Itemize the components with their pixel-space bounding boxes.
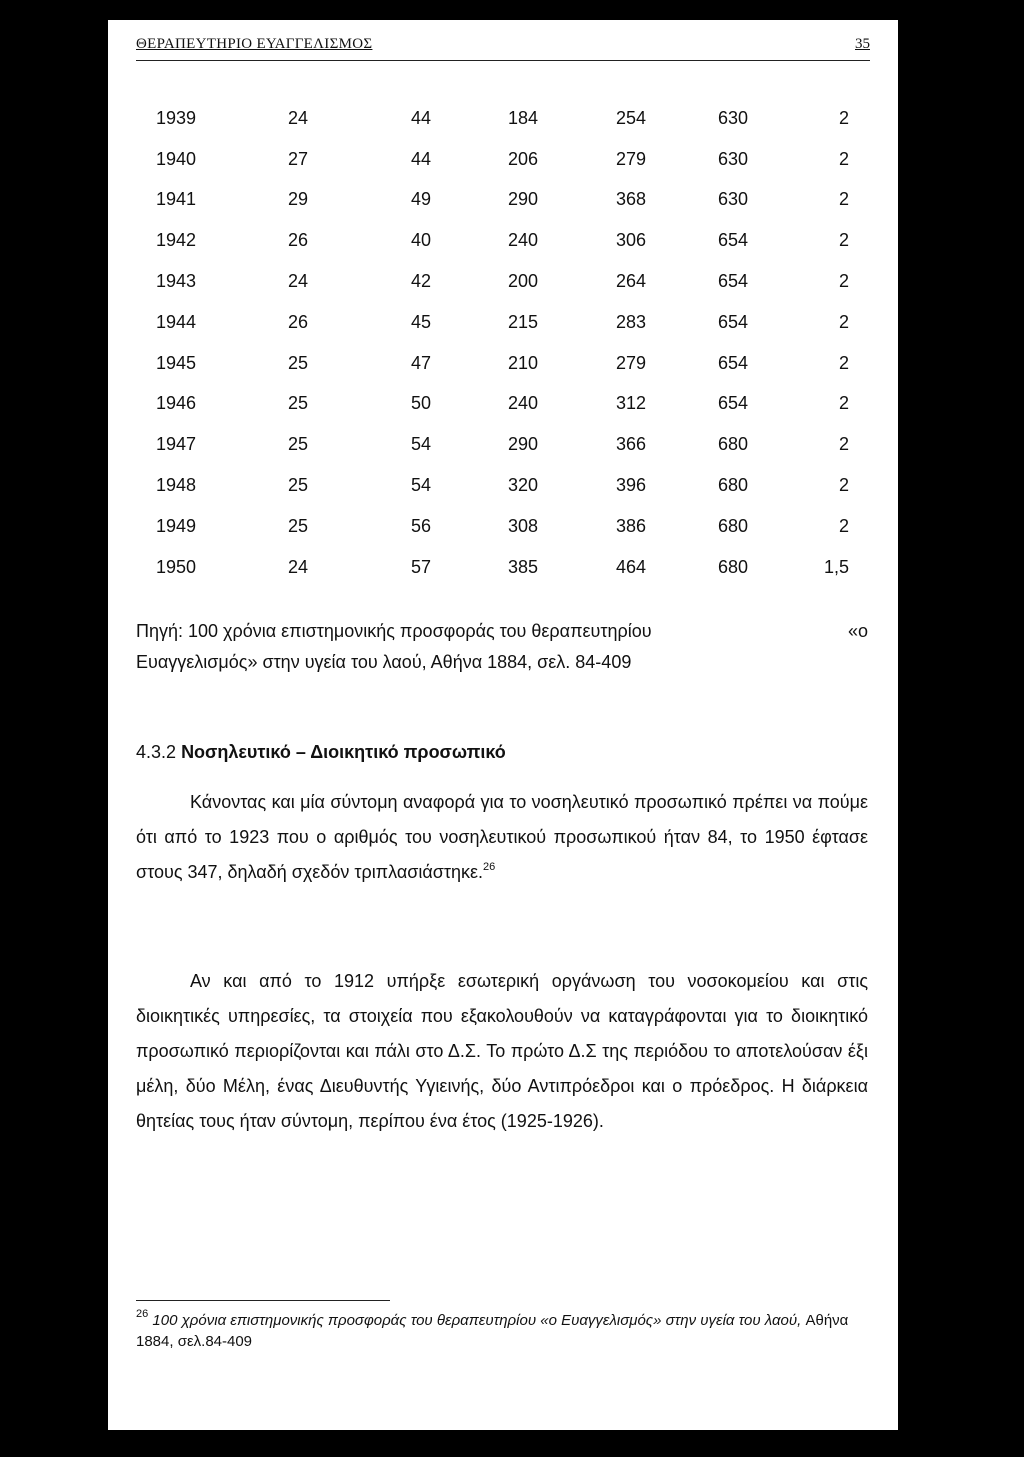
- table-cell: 1,5: [823, 556, 849, 577]
- paragraph-2-text: Αν και από το 1912 υπήρξε εσωτερική οργάνωση του νοσοκομείου και στις διοικητικές υπηρεσίες, τα στοιχεία που εξακολουθούν να καταγράφονται για το διοικητικό προσωπικό περιορίζονται και πάλι στο Δ.Σ. Το πρώτο Δ.Σ της περιόδου το αποτελούσαν έξι μέλη, δύο Μέλη, ένας Διευθυντής Υγιεινής, δύο Αντιπρόεδροι και ο πρόεδρος. Η διάρκεια θητείας τους ήταν σύντομη, περίπου ένα έτος (1925-1926).: [136, 971, 868, 1131]
- table-cell: 264: [615, 271, 646, 292]
- table-cell: 1941: [155, 189, 196, 210]
- table-cell: 1942: [155, 230, 196, 251]
- section-title: Νοσηλευτικό – Διοικητικό προσωπικό: [181, 742, 506, 762]
- table-cell: 2: [838, 393, 849, 414]
- table-cell: 630: [717, 107, 748, 128]
- table-cell: 680: [717, 515, 748, 536]
- table-cell: 290: [507, 434, 538, 455]
- table-cell: 1949: [155, 515, 196, 536]
- table-cell: 1948: [155, 475, 196, 496]
- source-line-2: Ευαγγελισμός» στην υγεία του λαού, Αθήνα 1884, σελ. 84-409: [136, 652, 632, 672]
- table-cell: 1946: [155, 393, 196, 414]
- table-cell: 26: [287, 311, 308, 332]
- source-note: [136, 616, 868, 678]
- source-text-end: «ο: [847, 621, 868, 641]
- running-header: [136, 36, 870, 61]
- table-cell: 2: [838, 311, 849, 332]
- table-cell: 254: [615, 107, 646, 128]
- table-cell: 1945: [155, 352, 196, 373]
- paragraph-2: [136, 964, 868, 1139]
- table-cell: 385: [507, 556, 538, 577]
- table-cell: 306: [615, 230, 646, 251]
- table-cell: 2: [838, 107, 849, 128]
- table-cell: 47: [410, 352, 431, 373]
- footnote-plain-text: Αθήνα 1884, σελ.84-409: [136, 1312, 849, 1350]
- table-cell: 24: [287, 271, 308, 292]
- table-cell: 27: [287, 148, 308, 169]
- table-row: [138, 465, 849, 506]
- table-cell: 464: [615, 556, 646, 577]
- table-cell: 680: [717, 475, 748, 496]
- table-cell: 680: [717, 434, 748, 455]
- table-row: [138, 98, 849, 139]
- section-number: 4.3.2: [136, 742, 177, 762]
- table-cell: 1943: [155, 271, 196, 292]
- table-cell: 386: [615, 515, 646, 536]
- table-cell: 57: [410, 556, 431, 577]
- table-row: [138, 302, 849, 343]
- table-cell: 2: [838, 352, 849, 373]
- table-cell: 240: [507, 393, 538, 414]
- table-cell: 56: [410, 515, 431, 536]
- table-cell: 290: [507, 189, 538, 210]
- table-cell: 283: [615, 311, 646, 332]
- footnote-number: 26: [136, 1308, 149, 1320]
- section-heading: [136, 742, 868, 763]
- footnote-divider: [136, 1300, 390, 1301]
- footnote: [136, 1310, 868, 1352]
- table-cell: 2: [838, 148, 849, 169]
- table-row: [138, 139, 849, 180]
- table-cell: 366: [615, 434, 646, 455]
- table-cell: 680: [717, 556, 748, 577]
- table-row: [138, 180, 849, 221]
- paragraph-1-text: Κάνοντας και μία σύντομη αναφορά για το νοσηλευτικό προσωπικό πρέπει να πούμε ότι από το 1923 που ο αριθμός του νοσηλευτικού προσωπικού ήταν 84, το 1950 έφτασε στους 347, δηλαδή σχεδόν τριπλασιάστηκε.: [136, 792, 868, 882]
- table-cell: 320: [507, 475, 538, 496]
- table-cell: 49: [410, 189, 431, 210]
- table-cell: 630: [717, 148, 748, 169]
- table-cell: 54: [410, 434, 431, 455]
- table-cell: 44: [410, 107, 431, 128]
- table-cell: 654: [717, 271, 748, 292]
- table-cell: 26: [287, 230, 308, 251]
- table-cell: 1940: [155, 148, 196, 169]
- footnote-ref: 26: [483, 861, 496, 873]
- table-row: [138, 220, 849, 261]
- table-row: [138, 384, 849, 425]
- table-cell: 654: [717, 352, 748, 373]
- table-cell: 2: [838, 475, 849, 496]
- table-row: [138, 261, 849, 302]
- table-cell: 312: [615, 393, 646, 414]
- table-cell: 25: [287, 352, 308, 373]
- table-cell: 2: [838, 230, 849, 251]
- table-cell: 42: [410, 271, 431, 292]
- table-cell: 1947: [155, 434, 196, 455]
- table-cell: 25: [287, 475, 308, 496]
- source-line-1: [136, 616, 868, 647]
- table-cell: 279: [615, 148, 646, 169]
- table-cell: 654: [717, 393, 748, 414]
- table-row: [138, 343, 849, 384]
- paragraph-1: [136, 785, 868, 890]
- table-cell: 25: [287, 434, 308, 455]
- table-cell: 45: [410, 311, 431, 332]
- table-body: [138, 98, 849, 588]
- table-cell: 630: [717, 189, 748, 210]
- document-page: [108, 20, 898, 1430]
- table-cell: 184: [507, 107, 538, 128]
- table-cell: 54: [410, 475, 431, 496]
- table-cell: 1939: [155, 107, 196, 128]
- table-cell: 240: [507, 230, 538, 251]
- table-cell: 2: [838, 434, 849, 455]
- table-cell: 44: [410, 148, 431, 169]
- table-cell: 29: [287, 189, 308, 210]
- table-row: [138, 547, 849, 588]
- table-cell: 210: [507, 352, 538, 373]
- table-cell: 2: [838, 515, 849, 536]
- table-cell: 1950: [155, 556, 196, 577]
- table-row: [138, 506, 849, 547]
- table-cell: 1944: [155, 311, 196, 332]
- table-row: [138, 424, 849, 465]
- footnote-italic-text: 100 χρόνια επιστημονικής προσφοράς του θεραπευτηρίου «ο Ευαγγελισμός» στην υγεία του λαού,: [152, 1312, 802, 1329]
- table-cell: 2: [838, 189, 849, 210]
- table-cell: 654: [717, 230, 748, 251]
- table-cell: 25: [287, 393, 308, 414]
- table-cell: 25: [287, 515, 308, 536]
- header-title: ΘΕΡΑΠΕΥΤΗΡΙΟ ΕΥΑΓΓΕΛΙΣΜΟΣ: [136, 36, 373, 52]
- table-cell: 24: [287, 556, 308, 577]
- source-text: Πηγή: 100 χρόνια επιστημονικής προσφοράς του θεραπευτηρίου: [136, 621, 652, 641]
- table-cell: 50: [410, 393, 431, 414]
- table-cell: 206: [507, 148, 538, 169]
- table-cell: 654: [717, 311, 748, 332]
- table-cell: 200: [507, 271, 538, 292]
- table-cell: 396: [615, 475, 646, 496]
- statistics-table: [138, 98, 849, 588]
- table-cell: 215: [507, 311, 538, 332]
- table-cell: 2: [838, 271, 849, 292]
- table-cell: 40: [410, 230, 431, 251]
- table-cell: 279: [615, 352, 646, 373]
- table-cell: 368: [615, 189, 646, 210]
- table-cell: 308: [507, 515, 538, 536]
- page-number: 35: [855, 36, 870, 52]
- table-cell: 24: [287, 107, 308, 128]
